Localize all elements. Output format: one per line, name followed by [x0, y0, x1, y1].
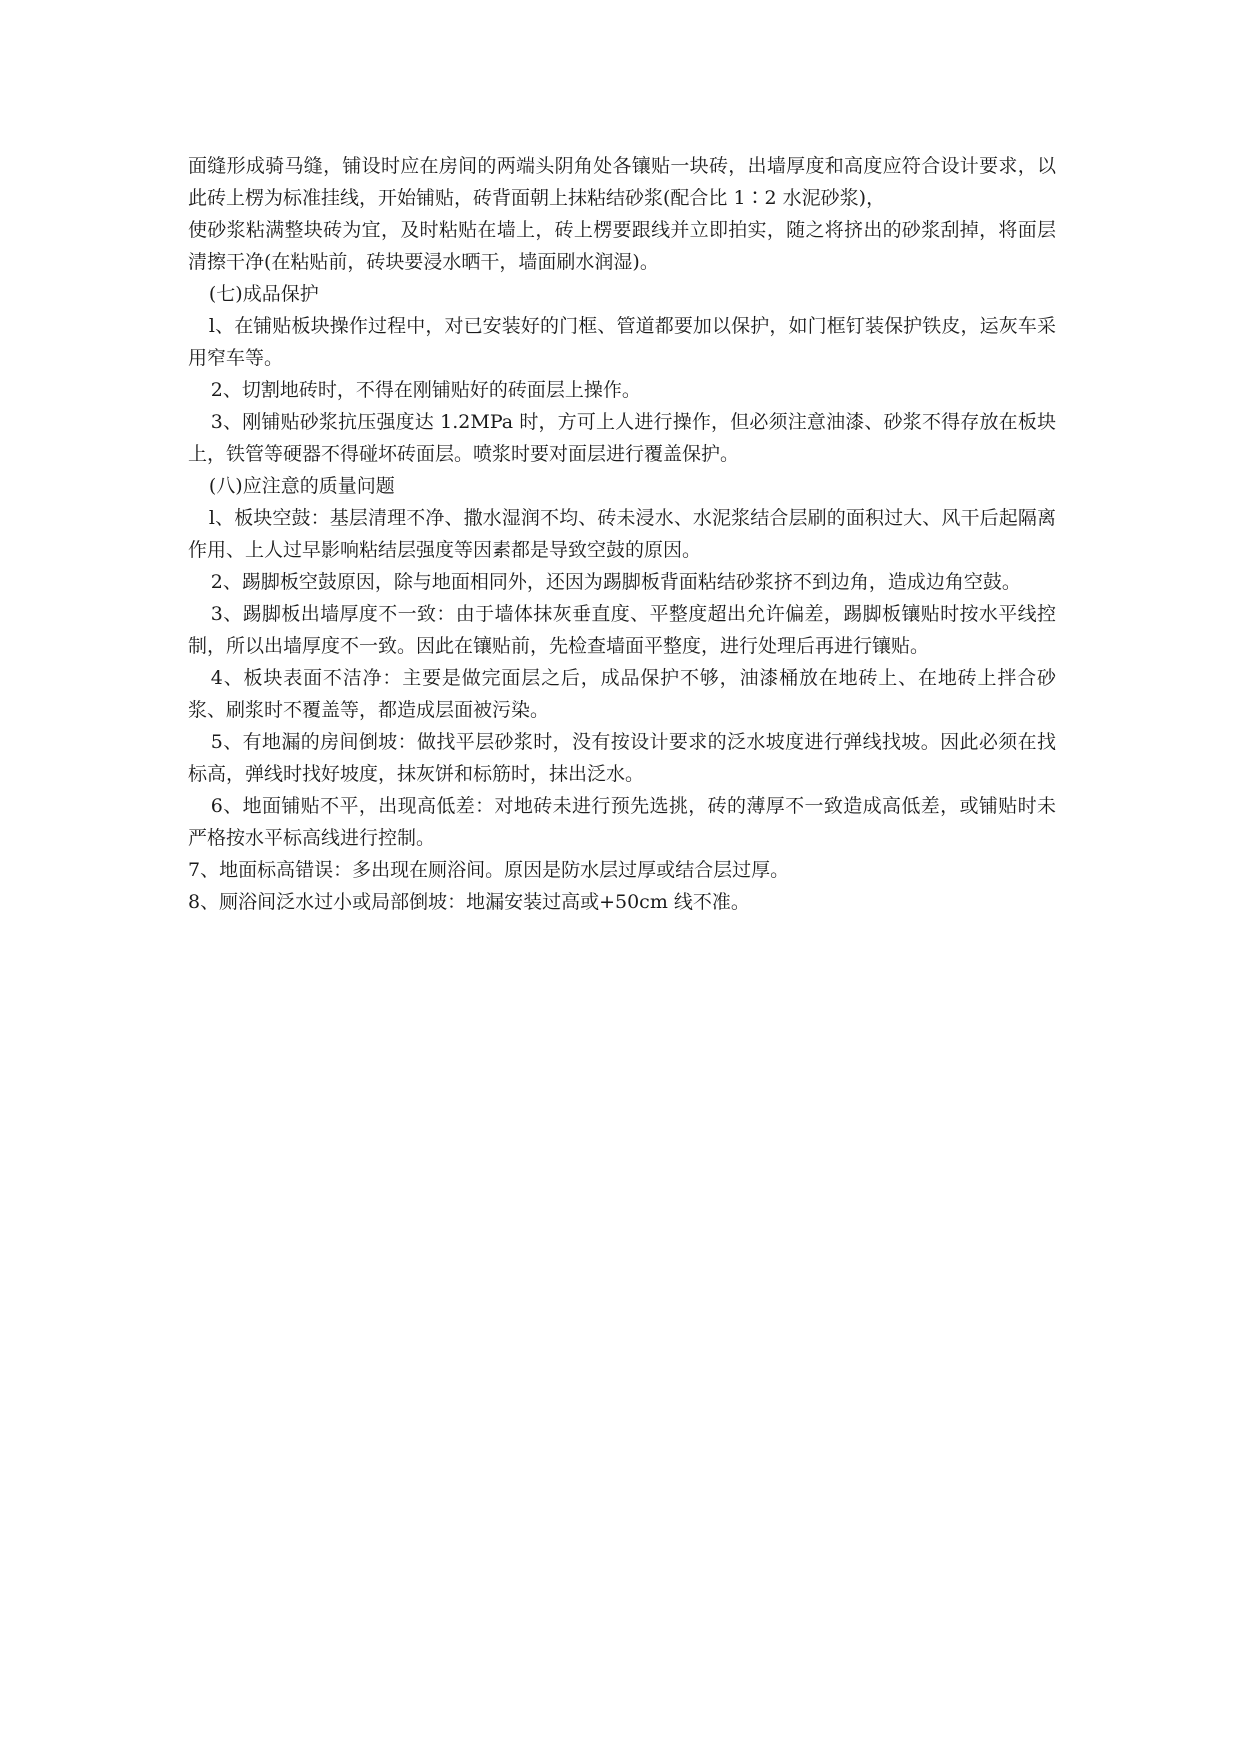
quality-item-3: 3、踢脚板出墙厚度不一致：由于墙体抹灰垂直度、平整度超出允许偏差，踢脚板镶贴时按水平线控制，所以出墙厚度不一致。因此在镶贴前，先检查墙面平整度，进行处理后再进行镶贴。 — [188, 603, 1056, 657]
quality-item-5: 5、有地漏的房间倒坡：做找平层砂浆时，没有按设计要求的泛水坡度进行弹线找坡。因此必须在找标高，弹线时找好坡度，抹灰饼和标筋时，抹出泛水。 — [188, 731, 1056, 785]
quality-item-2: 2、踢脚板空鼓原因，除与地面相同外，还因为踢脚板背面粘结砂浆挤不到边角，造成边角空鼓。 — [210, 571, 1021, 593]
paragraph-tile-laying: 面缝形成骑马缝，铺设时应在房间的两端头阴角处各镶贴一块砖，出墙厚度和高度应符合设计要求，以此砖上楞为标准挂线，开始铺贴，砖背面朝上抹粘结砂浆(配合比 1∶2 水泥砂浆)， — [188, 155, 1056, 209]
section-heading-quality-issues: (八)应注意的质量问题 — [208, 475, 395, 497]
section-heading-product-protection: (七)成品保护 — [208, 283, 319, 305]
paragraph-mortar: 使砂浆粘满整块砖为宜，及时粘贴在墙上，砖上楞要跟线并立即拍实，随之将挤出的砂浆刮掉，将面层清擦干净(在粘贴前，砖块要浸水晒干，墙面刷水润湿)。 — [188, 219, 1056, 273]
quality-item-6: 6、地面铺贴不平，出现高低差：对地砖未进行预先选挑，砖的薄厚不一致造成高低差，或铺贴时未严格按水平标高线进行控制。 — [188, 795, 1056, 849]
protection-item-1: l、在铺贴板块操作过程中，对已安装好的门框、管道都要加以保护，如门框钉装保护铁皮，运灰车采用窄车等。 — [188, 315, 1056, 369]
protection-item-3: 3、刚铺贴砂浆抗压强度达 1.2MPa 时，方可上人进行操作，但必须注意油漆、砂浆不得存放在板块上，铁管等硬器不得碰坏砖面层。喷浆时要对面层进行覆盖保护。 — [188, 411, 1056, 465]
protection-item-2: 2、切割地砖时，不得在刚铺贴好的砖面层上操作。 — [210, 379, 641, 401]
quality-item-1: l、板块空鼓：基层清理不净、撒水湿润不均、砖未浸水、水泥浆结合层刷的面积过大、风干后起隔离作用、上人过早影响粘结层强度等因素都是导致空鼓的原因。 — [188, 507, 1056, 561]
quality-item-8: 8、厕浴间泛水过小或局部倒坡：地漏安装过高或+50cm 线不准。 — [188, 891, 750, 913]
quality-item-7: 7、地面标高错误：多出现在厕浴间。原因是防水层过厚或结合层过厚。 — [188, 859, 790, 881]
quality-item-4: 4、板块表面不洁净：主要是做完面层之后，成品保护不够，油漆桶放在地砖上、在地砖上拌合砂浆、刷浆时不覆盖等，都造成层面被污染。 — [188, 667, 1056, 721]
document-body — [188, 150, 1056, 918]
